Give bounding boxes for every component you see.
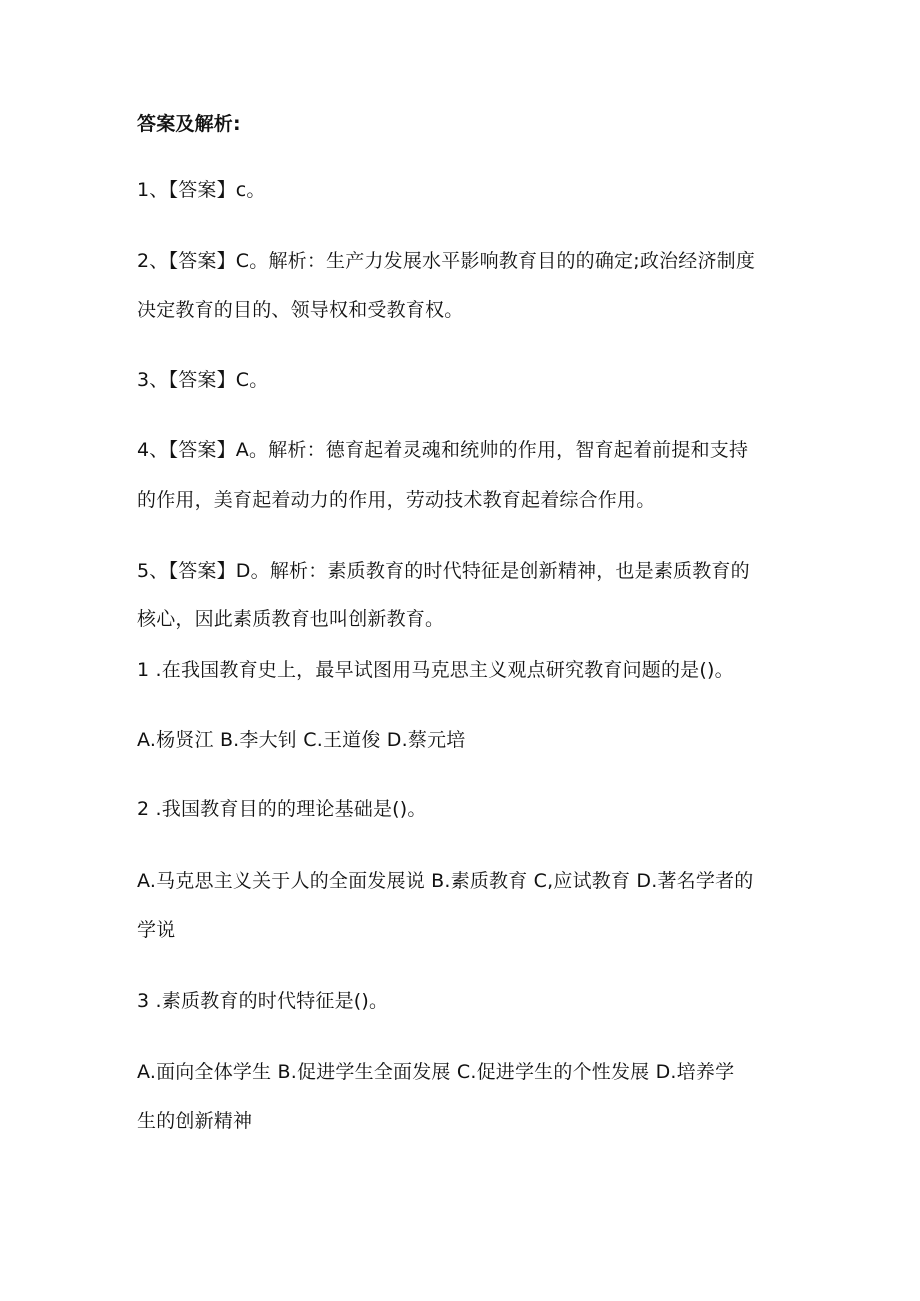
- question-2-options-line-1: A.马克思主义关于人的全面发展说 B.素质教育 C,应试教育 D.著名学者的: [137, 870, 754, 892]
- answer-5-line-2: 核心，因此素质教育也叫创新教育。: [137, 608, 445, 630]
- question-3-options-line-2: 生的创新精神: [137, 1110, 253, 1132]
- question-2-options-line-2: 学说: [137, 919, 176, 941]
- answers-heading: 答案及解析:: [137, 113, 241, 135]
- answer-4-line-1: 4、【答案】A。解析：德育起着灵魂和统帅的作用，智育起着前提和支持: [137, 439, 749, 461]
- answer-2-line-2: 决定教育的目的、领导权和受教育权。: [137, 299, 464, 321]
- question-1-options-line-1: A.杨贤江 B.李大钊 C.王道俊 D.蔡元培: [137, 729, 466, 751]
- answer-4-line-2: 的作用，美育起着动力的作用，劳动技术教育起着综合作用。: [137, 489, 656, 511]
- answer-2-line-1: 2、【答案】C。解析：生产力发展水平影响教育目的的确定;政治经济制度: [137, 250, 756, 272]
- question-1-stem: 1 .在我国教育史上，最早试图用马克思主义观点研究教育问题的是()。: [137, 659, 734, 681]
- question-2-stem: 2 .我国教育目的的理论基础是()。: [137, 798, 427, 820]
- question-3-options-line-1: A.面向全体学生 B.促进学生全面发展 C.促进学生的个性发展 D.培养学: [137, 1061, 735, 1083]
- question-3-stem: 3 .素质教育的时代特征是()。: [137, 990, 389, 1012]
- answer-3-line-1: 3、【答案】C。: [137, 369, 269, 391]
- answer-1-line-1: 1、【答案】c。: [137, 179, 266, 201]
- answer-5-line-1: 5、【答案】D。解析：素质教育的时代特征是创新精神，也是素质教育的: [137, 560, 750, 582]
